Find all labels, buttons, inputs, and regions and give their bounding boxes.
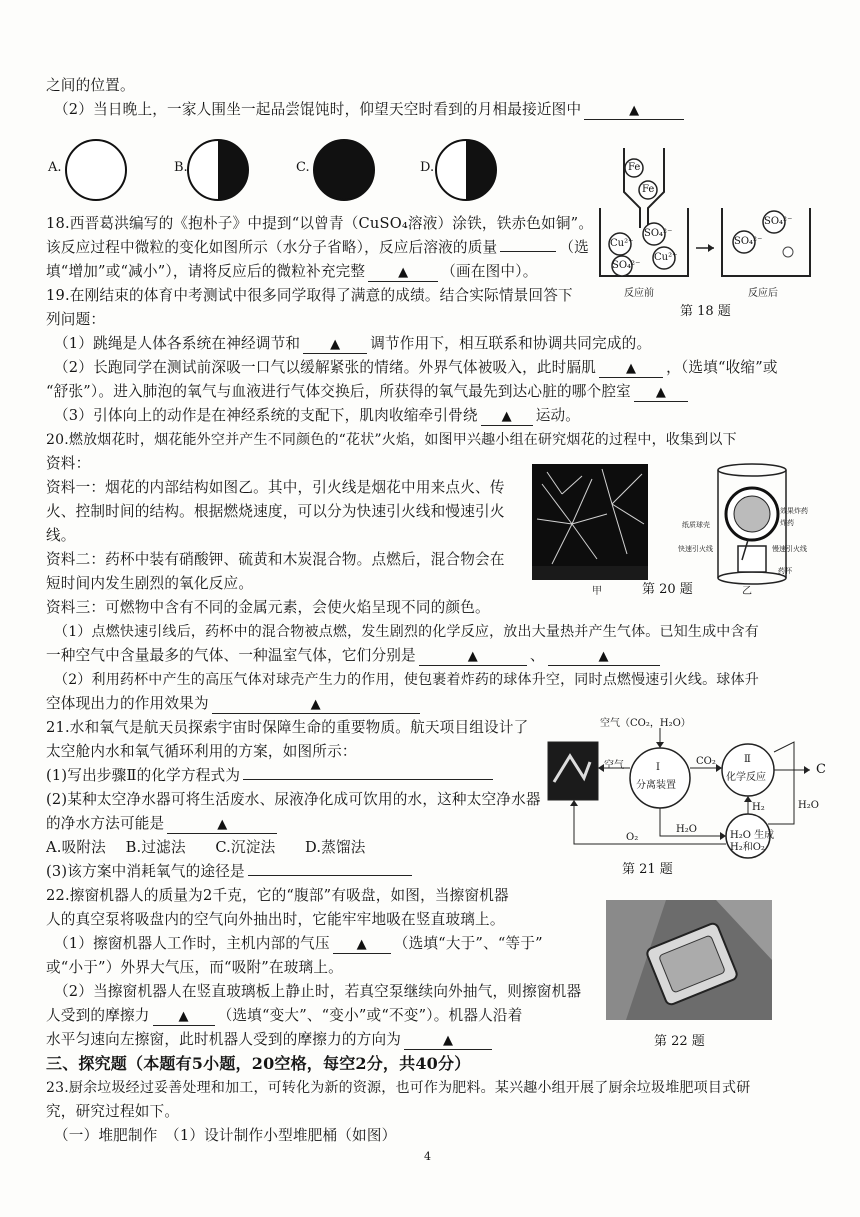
answer-blank[interactable] (212, 696, 420, 714)
full-moon-icon (66, 140, 126, 200)
moon-phase-options (48, 138, 518, 202)
window-cleaning-robot-photo (606, 900, 772, 1020)
text-line: 资料： (46, 455, 91, 472)
label-explosive: 炸药 (780, 519, 794, 527)
question-20-1-line2: 一种空气中含量最多的气体、一种温室气体，它们分别是 ▲ 、 ▲ (46, 646, 663, 666)
question-22-2-line2 (46, 1006, 523, 1026)
h2o-label: H₂O (798, 800, 819, 811)
text: 人受到的摩擦力 (46, 1007, 150, 1024)
question-18: 18.西晋葛洪编写的《抱朴子》中提到“以曾青（CuSO₄溶液）涂铁，铁赤色如铜”。 (46, 215, 594, 232)
answer-marker: ▲ (467, 649, 478, 664)
chemical-reaction-label: 化学反应 (726, 772, 766, 783)
question-22-2-line3 (46, 1030, 495, 1050)
option-a-label: A. (48, 160, 62, 175)
answer-blank[interactable] (419, 648, 527, 666)
label-effect-explosive: 效果炸药 (780, 507, 808, 515)
answer-marker: ▲ (625, 361, 637, 376)
answer-marker: ▲ (310, 697, 321, 712)
answer-blank[interactable] (248, 875, 412, 876)
cu-ion-label: Cu²⁺ (610, 238, 634, 249)
text: “舒张”）。进入肺泡的氧气与血液进行气体交换后，所获得的氧气最先到达心脏的哪个腔室 (46, 383, 631, 400)
option-c-label: C. (296, 160, 310, 175)
text: （选填“大于”、“等于” (393, 935, 543, 952)
step-2-number: Ⅱ (744, 754, 751, 765)
text: 运动。 (535, 407, 581, 424)
text: 空体现出力的作用效果为 (46, 695, 209, 712)
label-powder-cup: 药杯 (778, 567, 792, 575)
h2-label: H₂ (752, 802, 765, 813)
o2-label: O₂ (626, 832, 639, 843)
firework-structure-diagram (712, 460, 822, 586)
text: 填“增加”或“减小”），请将反应后的微粒补充完整 (46, 263, 366, 280)
question-21-2-line2 (46, 814, 280, 834)
question-19-2 (54, 358, 778, 378)
question-21-2: (2)某种太空净水器可将生活废水、尿液净化成可饮用的水，这种太空净水器 (46, 791, 541, 808)
text: 水平匀速向左擦窗，此时机器人受到的摩擦力的方向为 (46, 1031, 402, 1048)
answer-blank[interactable] (481, 408, 533, 426)
fe-label: Fe (628, 162, 641, 173)
first-quarter-moon-icon (436, 140, 496, 200)
figure-18 (592, 148, 822, 320)
before-label: 反应前 (624, 288, 654, 299)
option-b-label: B. (174, 160, 188, 175)
question-20-2-line2 (46, 694, 423, 714)
cu-ion-label: Cu²⁺ (654, 252, 678, 263)
question-22-line2: 人的真空泵将吸盘内的空气向外抽出时，它能牢牢地吸在竖直玻璃上。 (46, 911, 505, 928)
answer-marker: ▲ (442, 1033, 454, 1048)
text: (1)写出步骤Ⅱ的化学方程式为 (46, 767, 241, 784)
h2o-label: H₂O (676, 824, 697, 835)
section-3-heading: 三、探究题（本题有5小题，20空格，每空2分，共40分） (46, 1054, 471, 1073)
last-quarter-moon-icon (188, 140, 248, 200)
answer-blank[interactable] (584, 102, 684, 120)
figure-caption: 第 20 题 (642, 582, 693, 597)
option-d-label: D. (420, 160, 435, 175)
question-23-line2: 究，研究过程如下。 (46, 1103, 180, 1120)
figure-20 (532, 460, 832, 596)
material-1-line3: 线。 (46, 527, 76, 544)
fe-label: Fe (642, 184, 655, 195)
question-21-options: A.吸附法 B.过滤法 C.沉淀法 D.蒸馏法 (46, 839, 366, 856)
material-1: 资料一：烟花的内部结构如图乙。其中，引火线是烟花中用来点火、传 (46, 479, 505, 496)
material-2: 资料二：药杯中装有硝酸钾、硫黄和木炭混合物。点燃后，混合物会在 (46, 551, 505, 568)
text: （3）引体向上的动作是在神经系统的支配下，肌肉收缩牵引骨绕 (54, 407, 478, 424)
figure-caption: 第 21 题 (622, 862, 673, 877)
figure-21 (540, 712, 840, 880)
figure-a-label: 甲 (592, 586, 602, 597)
question-22-2: （2）当擦窗机器人在竖直玻璃板上静止时，若真空泵继续向外抽气，则擦窗机器 (54, 983, 582, 1000)
separation-device-label: 分离装置 (636, 780, 676, 791)
sulfate-ion-label: SO₄²⁻ (764, 216, 793, 227)
text: （选 (559, 239, 589, 256)
sulfate-ion-label: SO₄²⁻ (612, 260, 641, 271)
material-3: 资料三：可燃物中含有不同的金属元素，会使火焰呈现不同的颜色。 (46, 599, 490, 616)
answer-marker: ▲ (330, 337, 341, 352)
answer-blank[interactable] (599, 360, 663, 378)
material-1-line2: 火、控制时间的结构。根据燃烧速度，可以分为快速引火线和慢速引火 (46, 503, 505, 520)
question-20-1: （1）点燃快速引线后，药杯中的混合物被点燃，发生剧烈的化学反应，放出大量热并产生气体。已知生成中含有 (54, 624, 759, 640)
figure-caption: 第 18 题 (680, 304, 731, 319)
moon-phase-icons (48, 138, 518, 202)
answer-blank[interactable] (167, 816, 277, 834)
answer-blank[interactable] (634, 384, 688, 402)
question-19: 19.在刚结束的体育中考测试中很多同学取得了满意的成绩。结合实际情景回答下 (46, 287, 573, 304)
answer-blank[interactable] (243, 779, 493, 780)
question-22-1 (54, 934, 543, 954)
water-oxygen-cycle-diagram (540, 712, 840, 862)
text: 该反应过程中微粒的变化如图所示（水分子省略），反应后溶液的质量 (46, 239, 498, 256)
text: （1）跳绳是人体各系统在神经调节和 (54, 335, 301, 352)
answer-blank[interactable] (368, 264, 438, 282)
question-21-line2: 太空舱内水和氧气循环利用的方案，如图所示： (46, 743, 357, 760)
answer-marker: ▲ (655, 385, 667, 400)
answer-marker: ▲ (356, 937, 367, 952)
answer-blank[interactable] (404, 1032, 492, 1050)
sulfate-ion-label: SO₄²⁻ (734, 236, 763, 247)
figure-caption: 第 22 题 (654, 1034, 705, 1049)
text: （1）擦窗机器人工作时，主机内部的气压 (54, 935, 330, 952)
question-22-1-line2: 或“小于”）外界大气压，而“吸附”在玻璃上。 (46, 959, 343, 976)
text: （2）长跑同学在测试前深吸一口气以缓解紧张的情绪。外界气体被吸入，此时膈肌 (54, 359, 597, 376)
question-21-3 (46, 862, 415, 882)
question-19-2-line2 (46, 382, 691, 402)
text: ，（选填“收缩”或 (666, 359, 778, 376)
answer-marker: ▲ (598, 649, 609, 664)
label-paper-shell: 纸质球壳 (682, 521, 710, 529)
electrolysis-products-label: H₂和O₂ (730, 842, 765, 853)
question-23-part1: （一）堆肥制作 （1）设计制作小型堆肥桶（如图） (54, 1127, 397, 1144)
figure-22 (606, 900, 772, 1056)
text-line: 列问题： (46, 311, 106, 328)
figure-b-label: 乙 (742, 586, 752, 597)
question-19-3 (54, 406, 580, 426)
new-moon-icon (314, 140, 374, 200)
answer-marker: ▲ (501, 409, 512, 424)
answer-blank[interactable] (500, 251, 556, 252)
after-label: 反应后 (748, 288, 778, 299)
answer-marker: ▲ (398, 265, 409, 280)
electrolysis-label: H₂O 生成 (730, 830, 775, 841)
air-input-label: 空气（CO₂，H₂O） (600, 718, 691, 729)
answer-blank[interactable] (548, 648, 660, 666)
answer-blank[interactable] (333, 936, 391, 954)
label-slow-fuse: 慢速引火线 (772, 545, 807, 553)
text-line: 之间的位置。 (46, 77, 135, 94)
text: 的净水方法可能是 (46, 815, 165, 832)
question-20: 20.燃放烟花时，烟花能外空并产生不同颜色的“花状”火焰，如图甲兴趣小组在研究烟花的过程中，收集到以下 (46, 432, 737, 448)
air-output-label: 空气 (604, 760, 624, 771)
question-18-line2 (46, 238, 589, 258)
answer-marker: ▲ (217, 817, 228, 832)
answer-marker: ▲ (178, 1009, 189, 1024)
answer-blank[interactable] (153, 1008, 215, 1026)
question-21: 21.水和氧气是航天员探索宇宙时保障生命的重要物质。航天项目组设计了 (46, 719, 529, 736)
text: (3)该方案中消耗氧气的途径是 (46, 863, 245, 880)
answer-blank[interactable] (303, 336, 367, 354)
text: （选填“变大”、“变小”或“不变”）。机器人沿着 (217, 1007, 523, 1024)
question-23: 23.厨余垃圾经过妥善处理和加工，可转化为新的资源，也可作为肥料。某兴趣小组开展了厨余垃圾堆肥项目式研 (46, 1080, 751, 1096)
answer-marker: ▲ (629, 103, 640, 118)
carbon-label: C (816, 762, 826, 777)
text: （2）当日晚上，一家人围坐一起品尝馄饨时，仰望天空时看到的月相最接近图中 (54, 101, 582, 118)
label-fast-fuse: 快速引火线 (678, 545, 713, 553)
co2-label: CO₂ (696, 756, 716, 767)
question-17-2 (54, 100, 687, 120)
text: 一种空气中含量最多的气体、一种温室气体，它们分别是 (46, 647, 416, 664)
text: 调节作用下，相互联系和协调共同完成的。 (370, 335, 652, 352)
step-1-number: Ⅰ (656, 762, 660, 773)
question-18-line3 (46, 262, 538, 282)
fireworks-photo (532, 464, 648, 580)
question-22: 22.擦窗机器人的质量为2千克，它的“腹部”有吸盘，如图，当擦窗机器 (46, 887, 509, 904)
page-number: 4 (424, 1150, 431, 1163)
question-21-1 (46, 766, 496, 786)
question-19-1 (54, 334, 651, 354)
question-20-2: （2）利用药杯中产生的高压气体对球壳产生力的作用，使包裹着炸药的球体升空，同时点燃慢速引火线。球体升 (54, 672, 759, 688)
material-2-line2: 短时间内发生剧烈的氧化反应。 (46, 575, 254, 592)
text: （画在图中）。 (441, 263, 538, 280)
sulfate-ion-label: SO₄²⁻ (644, 228, 673, 239)
